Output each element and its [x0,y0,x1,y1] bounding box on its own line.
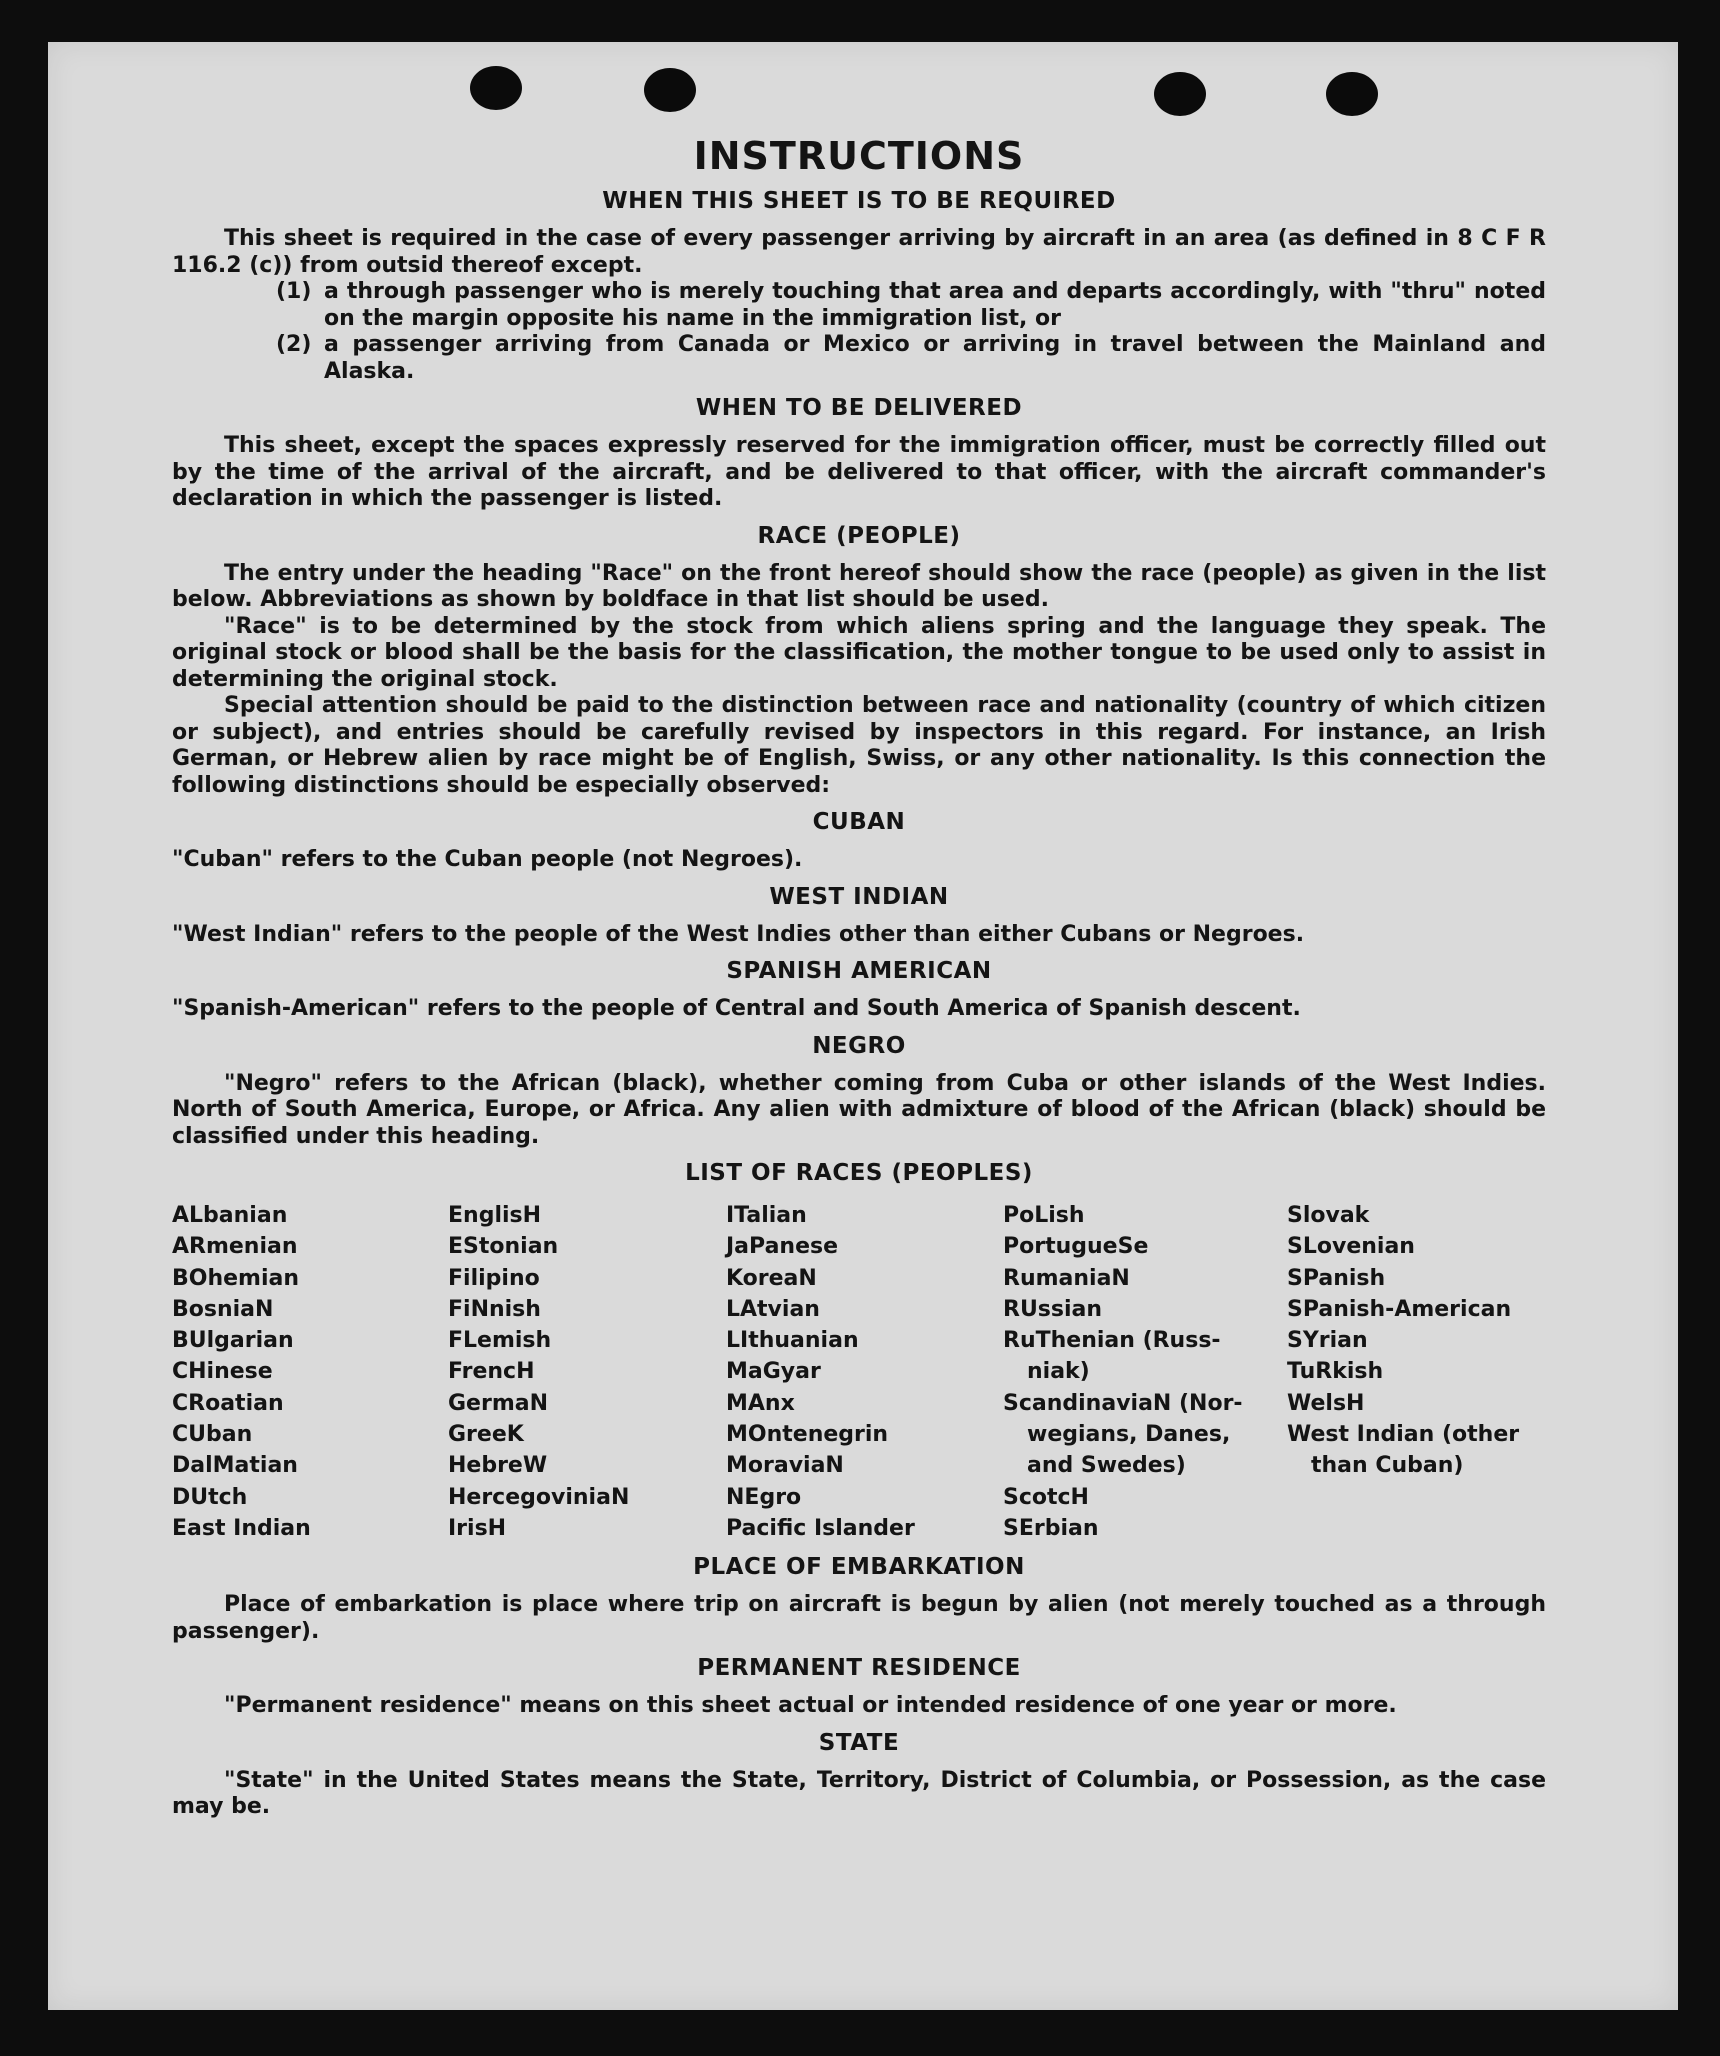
punch-hole [470,66,522,110]
race-entry: FiNnish [448,1296,541,1322]
race-entry: East Indian [172,1515,311,1541]
west-indian-text: "West Indian" refers to the people of the West Indies other than either Cubans or Negroes. [172,921,1305,947]
race-entry: CUban [172,1422,253,1448]
race-entry: SPanish-American [1287,1296,1512,1322]
race-entry: MoraviaN [726,1453,844,1479]
race-entry: SPanish [1287,1265,1386,1291]
race-entry: WelsH [1287,1390,1365,1416]
exception-text: a through passenger who is merely touching that area and departs accordingly, with "thru" noted on the margin opposite his name in the immigration list, or [324,279,1546,331]
race-entry: FLemish [448,1328,552,1354]
race-entry: RuThenian (Russ- [1003,1328,1221,1354]
race-entry: DUtch [172,1484,248,1510]
race-entry: GreeK [448,1422,524,1448]
race-entry: Slovak [1287,1203,1370,1228]
exception-number: (1) [276,279,312,304]
race-entry: FrencH [448,1359,535,1385]
race-entry: ARmenian [172,1234,298,1260]
section-heading-west-indian: WEST INDIAN [769,883,949,910]
punch-hole [644,68,696,112]
section-heading-delivered: WHEN TO BE DELIVERED [695,395,1023,421]
race-entry: RumaniaN [1003,1265,1130,1291]
race-entry: HercegoviniaN [448,1484,630,1510]
embarkation-text: Place of embarkation is place where trip on aircraft is begun by alien (not merely touched as a through passenger). [172,1592,1546,1644]
section-heading-cuban: CUBAN [812,809,906,835]
race-entry: West Indian (other [1287,1422,1520,1448]
race-entry: CHinese [172,1359,273,1385]
exception-item [276,279,1546,332]
race-entry: SErbian [1003,1515,1099,1541]
spanish-american-text: "Spanish-American" refers to the people of Central and South America of Spanish descent. [172,996,1301,1021]
race-entry: SLovenian [1287,1234,1415,1260]
race-entry: ITalian [726,1203,807,1228]
section-heading-required: WHEN THIS SHEET IS TO BE REQUIRED [602,188,1116,214]
race-entry: GermaN [448,1390,549,1416]
races-column [726,1200,1003,1544]
instructions-content [172,134,1546,1821]
race-entry: HebreW [448,1453,548,1479]
section-heading-state: STATE [818,1729,900,1756]
race-entry: TuRkish [1287,1359,1384,1385]
race-entry-continuation: and Swedes) [1027,1453,1186,1479]
exception-number: (2) [276,332,312,357]
exception-item [276,332,1546,385]
race-paragraph: The entry under the heading "Race" on the front hereof should show the race (people) as given in the list below. Abbreviations as shown by boldface in that list should be used. [172,560,1546,612]
race-entry-continuation: niak) [1027,1359,1090,1385]
race-entry-continuation: wegians, Danes, [1027,1422,1231,1448]
section-heading-negro: NEGRO [812,1032,906,1059]
race-entry: DalMatian [172,1453,298,1479]
races-column [1003,1200,1287,1544]
race-entry: RUssian [1003,1296,1103,1322]
race-entry: SYrian [1287,1328,1368,1354]
punch-hole [1326,72,1378,116]
delivered-text: This sheet, except the spaces expressly reserved for the immigration officer, must be correctly filled out by the time of the arrival of the aircraft, and be delivered to that officer, with the aircraft commander's declaration in which the passenger is listed. [172,433,1546,511]
races-column [448,1200,726,1544]
section-heading-race: RACE (PEOPLE) [757,522,961,549]
punch-hole [1154,72,1206,116]
race-entry-continuation: than Cuban) [1311,1453,1464,1479]
races-list [172,1200,1546,1544]
section-heading-list-of-races: LIST OF RACES (PEOPLES) [685,1160,1033,1186]
section-heading-residence: PERMANENT RESIDENCE [697,1655,1021,1682]
race-paragraph: Special attention should be paid to the distinction between race and nationality (country of which citizen or subject), and entries should be carefully revised by inspectors in this regard. For instance, an Irish German, or Hebrew alien by race might be of English, Swiss, or any other nationality. Is this connection the following distinctions should be especially observed: [172,693,1546,798]
race-entry: MaGyar [726,1359,821,1385]
race-entry: NEgro [726,1484,802,1510]
race-entry: Pacific Islander [726,1515,915,1541]
race-entry: EnglisH [448,1203,542,1228]
race-entry: PoLish [1003,1203,1085,1228]
race-entry: KoreaN [726,1265,817,1291]
race-entry: EStonian [448,1234,559,1260]
race-entry: CRoatian [172,1390,284,1416]
race-entry: BosniaN [172,1296,274,1322]
race-entry: BOhemian [172,1265,300,1291]
race-entry: LAtvian [726,1296,820,1322]
race-entry: PortugueSe [1003,1234,1149,1260]
race-entry: MAnx [726,1390,795,1416]
race-entry: IrisH [448,1515,507,1541]
state-text: "State" in the United States means the State, Territory, District of Columbia, or Possession, as the case may be. [172,1767,1546,1820]
race-entry: ScotcH [1003,1484,1089,1510]
race-entry: LIthuanian [726,1328,859,1354]
race-entry: JaPanese [726,1234,839,1260]
race-entry: MOntenegrin [726,1422,889,1448]
races-column [172,1200,448,1544]
race-paragraph: "Race" is to be determined by the stock from which aliens spring and the language they speak. The original stock or blood shall be the basis for the classification, the mother tongue to be used only to assist in determining the original stock. [172,613,1546,692]
cuban-text: "Cuban" refers to the Cuban people (not Negroes). [172,847,803,872]
section-heading-spanish-american: SPANISH AMERICAN [726,958,992,984]
document-page [48,42,1678,2010]
races-column [1287,1200,1546,1544]
race-entry: Filipino [448,1265,540,1291]
required-intro: This sheet is required in the case of every passenger arriving by aircraft in an area (as defined in 8 C F R 116.2 (c)) from outsid thereof except. [172,226,1546,278]
race-entry: ScandinaviaN (Nor- [1003,1390,1243,1416]
negro-text: "Negro" refers to the African (black), whether coming from Cuba or other islands of the West Indies. North of South America, Europe, or Africa. Any alien with admixture of blood of the African (black) should be classified under this heading. [172,1070,1546,1149]
race-entry: ALbanian [172,1203,288,1228]
race-entry: BUlgarian [172,1328,294,1354]
residence-text: "Permanent residence" means on this sheet actual or intended residence of one year or more. [224,1693,1397,1719]
section-heading-embarkation: PLACE OF EMBARKATION [693,1554,1025,1581]
exception-text: a passenger arriving from Canada or Mexico or arriving in travel between the Mainland and Alaska. [324,332,1546,384]
page-title: INSTRUCTIONS [693,134,1025,178]
